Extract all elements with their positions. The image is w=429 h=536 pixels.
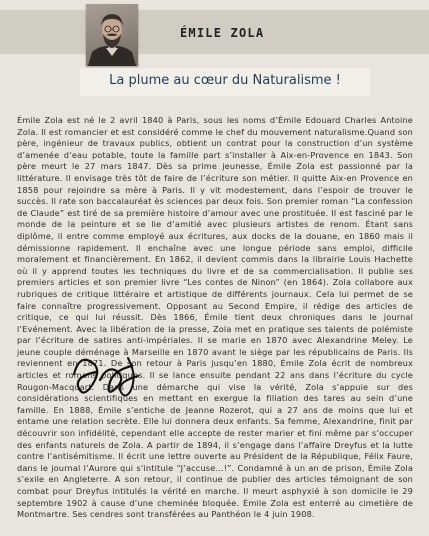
portrait-photo [86, 4, 138, 66]
subtitle: La plume au cœur du Naturalisme ! [109, 73, 341, 88]
biography-text: Émile Zola est né le 2 avril 1840 à Paris, sous les noms d’Émile Edouard Charles Antoine Zola. Il est romancier et est considéré comme le chef du mouvement naturalisme.Quand son père, ingénieur de travaux publics, obtient un contrat pour la construction d’un système d’amenée d’eau potable, toute la famille part s’installer à Aix-en-Provence en 1843. Son père meurt le 27 mars 1847. Dès sa prime jeunesse, Émile Zola est passionné par la littérature. Il envisage très tôt de faire de l’écriture son métier. Il quitte Aix-en Provence en 1858 pour rejoindre sa mère à Paris. Il y vit modestement, dans l’espoir de trouver le succès. Il rate son baccalauréat ès sciences par deux fois. Son premier roman “La confession de Claude” est tiré de sa première histoire d’amour avec une prostituée. Il est fasciné par le monde de la peinture et se lie d’amitié avec plusieurs artistes de renom. Étant sans diplôme, il entre comme employé aux écritures, aux docks de la douane, en 1860 mais il démissionne rapidement. Il enchaîne avec une longue période sans emploi, difficile moralement et financièrement. En 1862, il devient commis dans la librairie Louis Hachette où il y apprend toutes les techniques du livre et de sa commercialisation. Il publie ses premiers articles et son premier livre “Les contes de Ninon” (en 1864). Zola collabore aux rubriques de critique littéraire et artistique de différents journaux. Cela lui permet de se faire connaître progressivement. Opposant au Second Empire, il rédige des articles de critique, ce qui lui réussit. Dès 1866, Émile tient deux chroniques dans le journal l’Evénement. Avec la libération de la presse, Zola met en pratique ses talents de polémiste par l’écriture de satires anti-impériales. Il se marie en 1870 avec Alexandrine Meley. Le jeune couple déménage à Marseille en 1870 avant le siège par les républicains de Paris. Ils reviennent en 1871. De son retour à Paris jusqu’en 1880, Émile Zola écrit de nombreux articles et romans politiques. Il se lance ensuite pendant 22 ans dans l’écriture du cycle Rougon-Macquart. Dans une démarche qui vise la vérité, Zola s’appuie sur des considérations scientifiques en mettant en exergue la filiation des tares au sein d’une famille. En 1888, Émile s’entiche de Jeanne Rozerot, qui a 27 ans de moins que lui et entame une relation secrète. Elle lui donnera deux enfants. Sa femme, Alexandrine, finit par découvrir son infidélité, cependant elle accepte de rester marier et fini même par s’occuper des enfants naturels de Zola. A partir de 1894, il s’engage dans l’affaire Dreyfus et la lutte contre l’antisémitisme. Il écrit une lettre ouverte au Président de la République, Félix Faure, dans le journal l’Aurore qui s’intitule “J’accuse…!”. Condamné à un an de prison, Émile Zola s’exile en Angleterre. A son retour, il continue de publier des articles témoignant de son combat pour Dreyfus intitulés la vérité en marche. Il meurt asphyxié à son domicile le 29 septembre 1902 à cause d’une cheminée bloquée. Émile Zola est enterré au cimetière de Montmartre. Ses cendres sont transférées au Panthéon le 4 juin 1908. [17, 115, 413, 520]
subtitle-band [80, 68, 370, 96]
person-name: ÉMILE ZOLA [180, 26, 265, 40]
